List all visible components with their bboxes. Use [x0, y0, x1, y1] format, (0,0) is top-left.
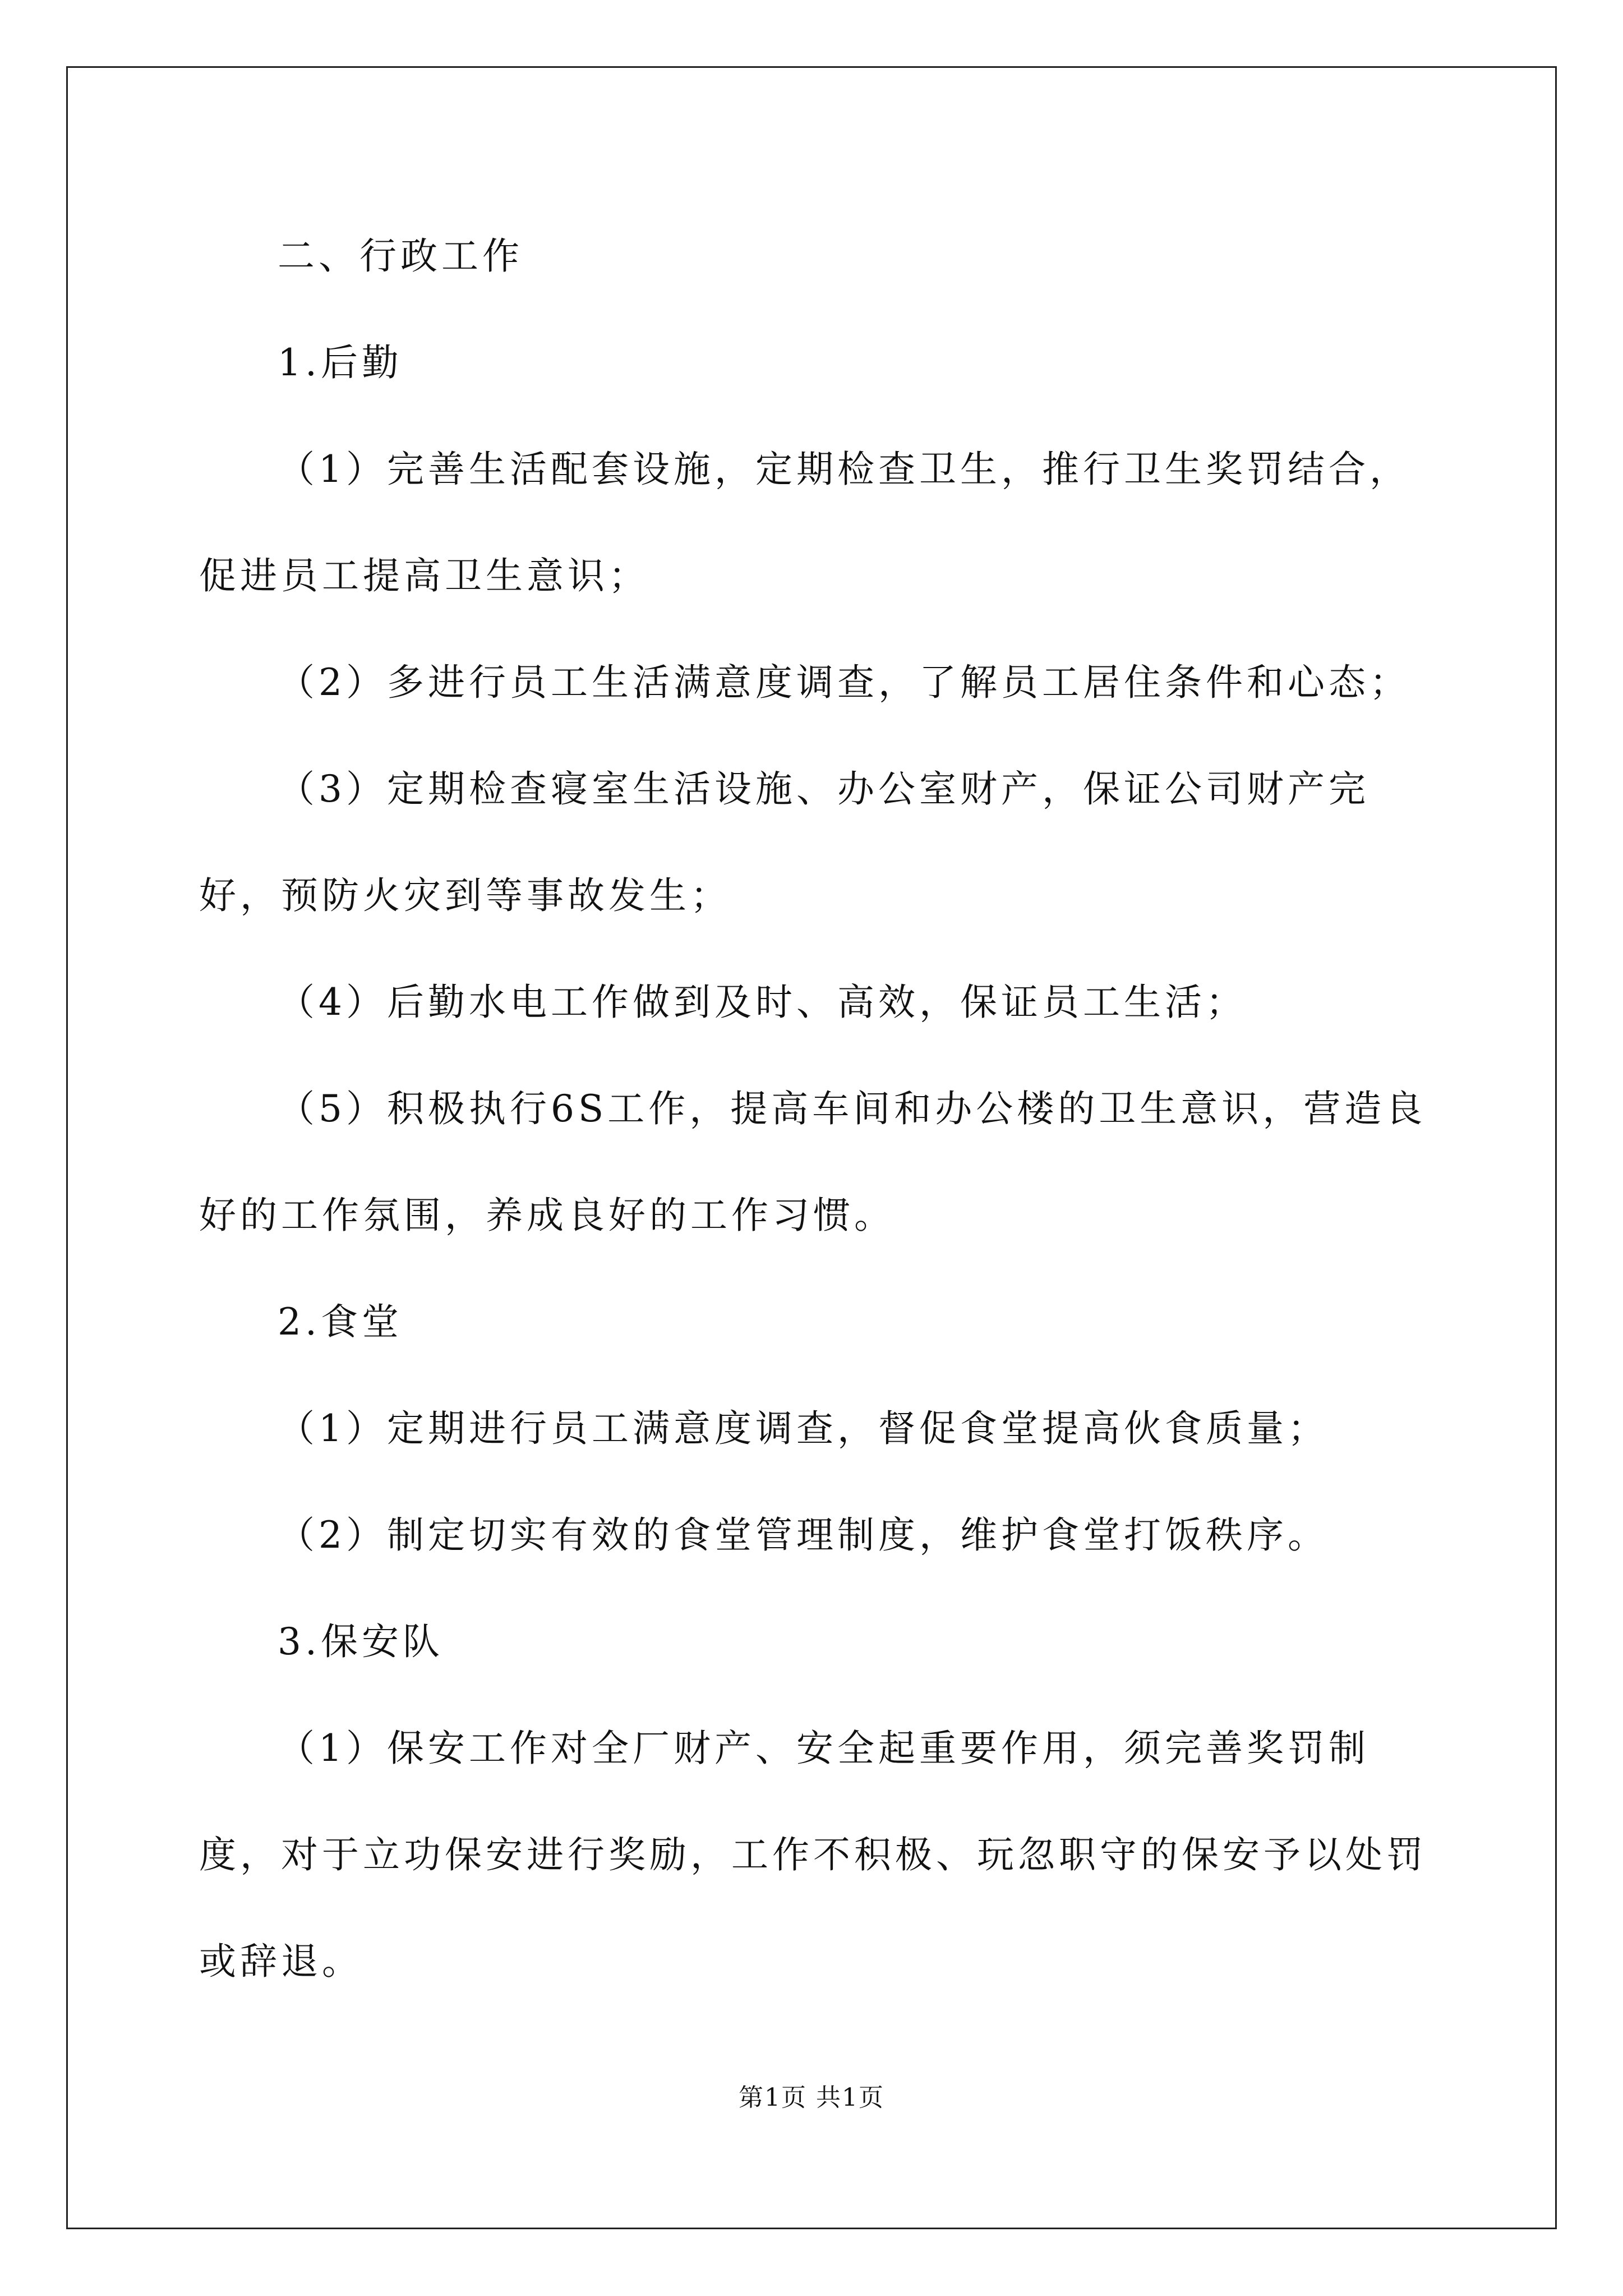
paragraph-logistics-5: （5）积极执行6S工作，提高车间和办公楼的卫生意识，营造良好的工作氛围，养成良好的工作习惯。 [199, 1087, 1427, 1237]
paragraph-canteen-1: （1）定期进行员工满意度调查，督促食堂提高伙食质量； [278, 1407, 1329, 1450]
subsection-heading-canteen: 2.食堂 [278, 1300, 403, 1343]
paragraph-logistics-3: （3）定期检查寝室生活设施、办公室财产，保证公司财产完好，预防火灾到等事故发生； [199, 767, 1370, 917]
section-heading-admin: 二、行政工作 [278, 234, 523, 278]
subsection-heading-logistics: 1.后勤 [278, 341, 403, 384]
paragraph-canteen-2: （2）制定切实有效的食堂管理制度，维护食堂打饭秩序。 [278, 1513, 1329, 1557]
paragraph-security-1: （1）保安工作对全厂财产、安全起重要作用，须完善奖罚制度，对于立功保安进行奖励，工作不积极、玩忽职守的保安予以处罚或辞退。 [199, 1727, 1427, 1983]
paragraph-logistics-2: （2）多进行员工生活满意度调查，了解员工居住条件和心态； [278, 661, 1410, 704]
paragraph-logistics-1: （1）完善生活配套设施，定期检查卫生，推行卫生奖罚结合，促进员工提高卫生意识； [199, 448, 1410, 597]
subsection-heading-security: 3.保安队 [278, 1620, 444, 1663]
document-body [199, 203, 1433, 2015]
page-number-footer: 第1页 共1页 [739, 2083, 884, 2112]
paragraph-logistics-4: （4）后勤水电工作做到及时、高效，保证员工生活； [278, 981, 1247, 1024]
